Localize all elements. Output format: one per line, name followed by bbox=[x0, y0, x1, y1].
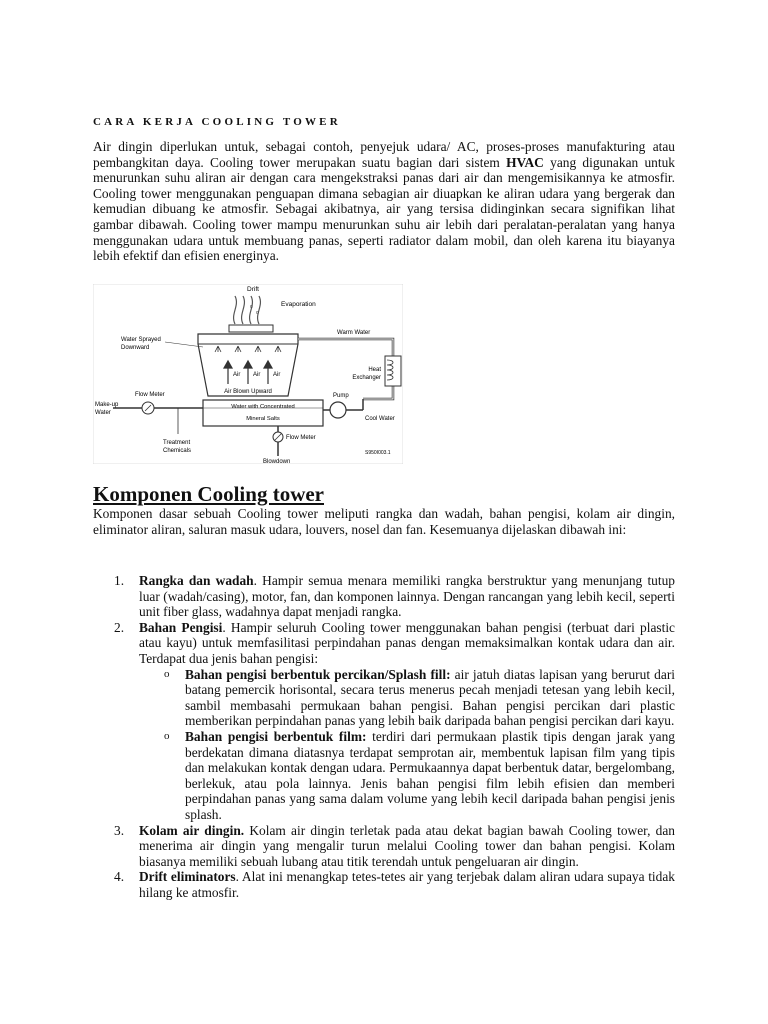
label-cool-water: Cool Water bbox=[365, 416, 395, 422]
label-blowdown: Blowdown bbox=[263, 459, 291, 464]
label-treatment: Treatment bbox=[163, 440, 191, 446]
list-number: 4. bbox=[114, 869, 125, 885]
label-heat: Heat bbox=[368, 367, 381, 373]
label-air-3: Air bbox=[273, 372, 281, 378]
sub-list-item bbox=[139, 667, 675, 729]
label-flow-meter-1: Flow Meter bbox=[135, 392, 165, 398]
sub-item-text: air jatuh diatas lapisan yang berurut dari batang pemercik horisontal, secara terus menerus pecah menjadi tetesan yang lebih kecil, sambil membasahi permukaan bahan pengisi. Bahan pengisi percikan dari plastic memberikan perpindahan panas yang lebih baik daripada bahan pengisi percikan dari kayu. bbox=[185, 666, 675, 729]
label-warm-water: Warm Water bbox=[337, 330, 371, 336]
section-heading: Komponen Cooling tower bbox=[93, 482, 324, 506]
list-item-term: Kolam air dingin. bbox=[139, 822, 245, 838]
intro-hvac: HVAC bbox=[506, 154, 544, 170]
sub-item-term: Bahan pengisi berbentuk film: bbox=[185, 728, 367, 744]
label-figure-code: S950I003.1 bbox=[365, 450, 391, 456]
list-number: 1. bbox=[114, 573, 125, 588]
label-water-concentrated: Water with Concentrated bbox=[231, 404, 295, 410]
components-list bbox=[93, 573, 675, 900]
label-evaporation: Evaporation bbox=[281, 301, 316, 308]
label-pump: Pump bbox=[333, 393, 349, 399]
bullet-icon: o bbox=[164, 729, 170, 742]
list-item bbox=[93, 869, 675, 900]
label-make-up-water: Water bbox=[95, 410, 111, 416]
page-title: CARA KERJA COOLING TOWER bbox=[93, 116, 341, 128]
bullet-icon: o bbox=[164, 667, 170, 680]
sub-item-text: terdiri dari permukaan plastik tipis dengan jarak yang berdekatan dimana diatasnya terdapat semprotan air, membentuk lapisan film yang tipis dan melakukan kontak dengan udara. Permukaannya dapat berbentuk datar, bergelombang, berlekuk, atau pola lainnya. Jenis bahan pengisi film lebih efisien dan memberi perpindahan panas yang sama dalam volume yang lebih kecil daripada bahan pengisi jenis splash. bbox=[185, 728, 675, 822]
components-intro-paragraph: Komponen dasar sebuah Cooling tower meliputi rangka dan wadah, bahan pengisi, kolam air dingin, eliminator aliran, saluran masuk udara, louvers, nosel dan fan. Kesemuanya dijelaskan dibawah ini: bbox=[93, 506, 675, 537]
label-make-up: Make-up bbox=[95, 402, 119, 408]
list-item-text: Kolam air dingin terletak pada atau dekat bagian bawah Cooling tower, dan menerima air dingin yang mengalir turun melalui Cooling tower dan bahan pengisi. Kolam biasanya memiliki sebuah lubang atau titik terendah untuk pengeluaran air dingin. bbox=[139, 822, 675, 869]
label-chemicals: Chemicals bbox=[163, 448, 192, 454]
label-exchanger: Exchanger bbox=[352, 375, 381, 381]
list-number: 2. bbox=[114, 619, 125, 635]
sub-list bbox=[139, 667, 675, 823]
label-mineral-salts: Mineral Salts bbox=[246, 416, 280, 422]
intro-text-a: Air dingin diperlukan untuk, sebagai contoh, penyejuk udara/ AC, proses-proses manufakturing atau pembangkitan daya. Cooling tower merupakan suatu bagian dari sistem bbox=[93, 139, 675, 170]
svg-text:o: o bbox=[256, 310, 259, 316]
svg-text:o: o bbox=[250, 304, 253, 310]
label-water-sprayed: Water Sprayed bbox=[121, 337, 161, 343]
label-air-2: Air bbox=[253, 372, 261, 378]
list-item bbox=[93, 823, 675, 870]
intro-text-b: yang digunakan untuk menurunkan suhu aliran air dengan cara mengekstraksi panas dari air dan mengemisikannya ke atmosfir. Cooling tower menggunakan penguapan dimana sebagian air diuapkan ke aliran udara yang bergerak dan kemudian dibuang ke atmosfir. Sebagai akibatnya, air yang tersisa didinginkan secara signifikan lihat gambar dibawah. Cooling tower mampu menurunkan suhu air lebih dari peralatan-peralatan yang hanya menggunakan udara untuk membuang panas, seperti radiator dalam mobil, dan oleh karena itu biayanya lebih efektif dan efisien energinya. bbox=[93, 154, 675, 264]
list-item-term: Drift eliminators bbox=[139, 869, 236, 885]
list-item bbox=[93, 573, 675, 620]
label-air-blown-upward: Air Blown Upward bbox=[224, 389, 272, 395]
sub-item-term: Bahan pengisi berbentuk percikan/Splash fill: bbox=[185, 666, 451, 682]
list-item-term: Rangka dan wadah bbox=[139, 573, 254, 588]
list-item bbox=[93, 620, 675, 823]
list-number: 3. bbox=[114, 822, 125, 838]
label-downward: Downward bbox=[121, 345, 150, 351]
list-item-term: Bahan Pengisi bbox=[139, 619, 223, 635]
label-air-1: Air bbox=[233, 372, 241, 378]
intro-paragraph bbox=[93, 139, 675, 264]
list-item-text: . Alat ini menangkap tetes-tetes air yang terjebak dalam aliran udara supaya tidak hilang ke atmosfir. bbox=[139, 869, 675, 900]
cooling-tower-diagram bbox=[93, 284, 403, 464]
list-item-text: . Hampir semua menara memiliki rangka berstruktur yang menunjang tutup luar (wadah/casing), motor, fan, dan komponen lainnya. Dengan rancangan yang lebih kecil, seperti unit fiber glass, wadahnya dapat menjadi rangka. bbox=[139, 573, 675, 620]
list-item-text: . Hampir seluruh Cooling tower menggunakan bahan pengisi (terbuat dari plastic atau kayu) untuk memfasilitasi perpindahan panas dengan memaksimalkan kontak udara dan air. Terdapat dua jenis bahan pengisi: bbox=[139, 619, 676, 666]
sub-list-item bbox=[139, 729, 675, 823]
label-flow-meter-2: Flow Meter bbox=[286, 435, 316, 441]
label-drift: Drift bbox=[247, 286, 259, 293]
